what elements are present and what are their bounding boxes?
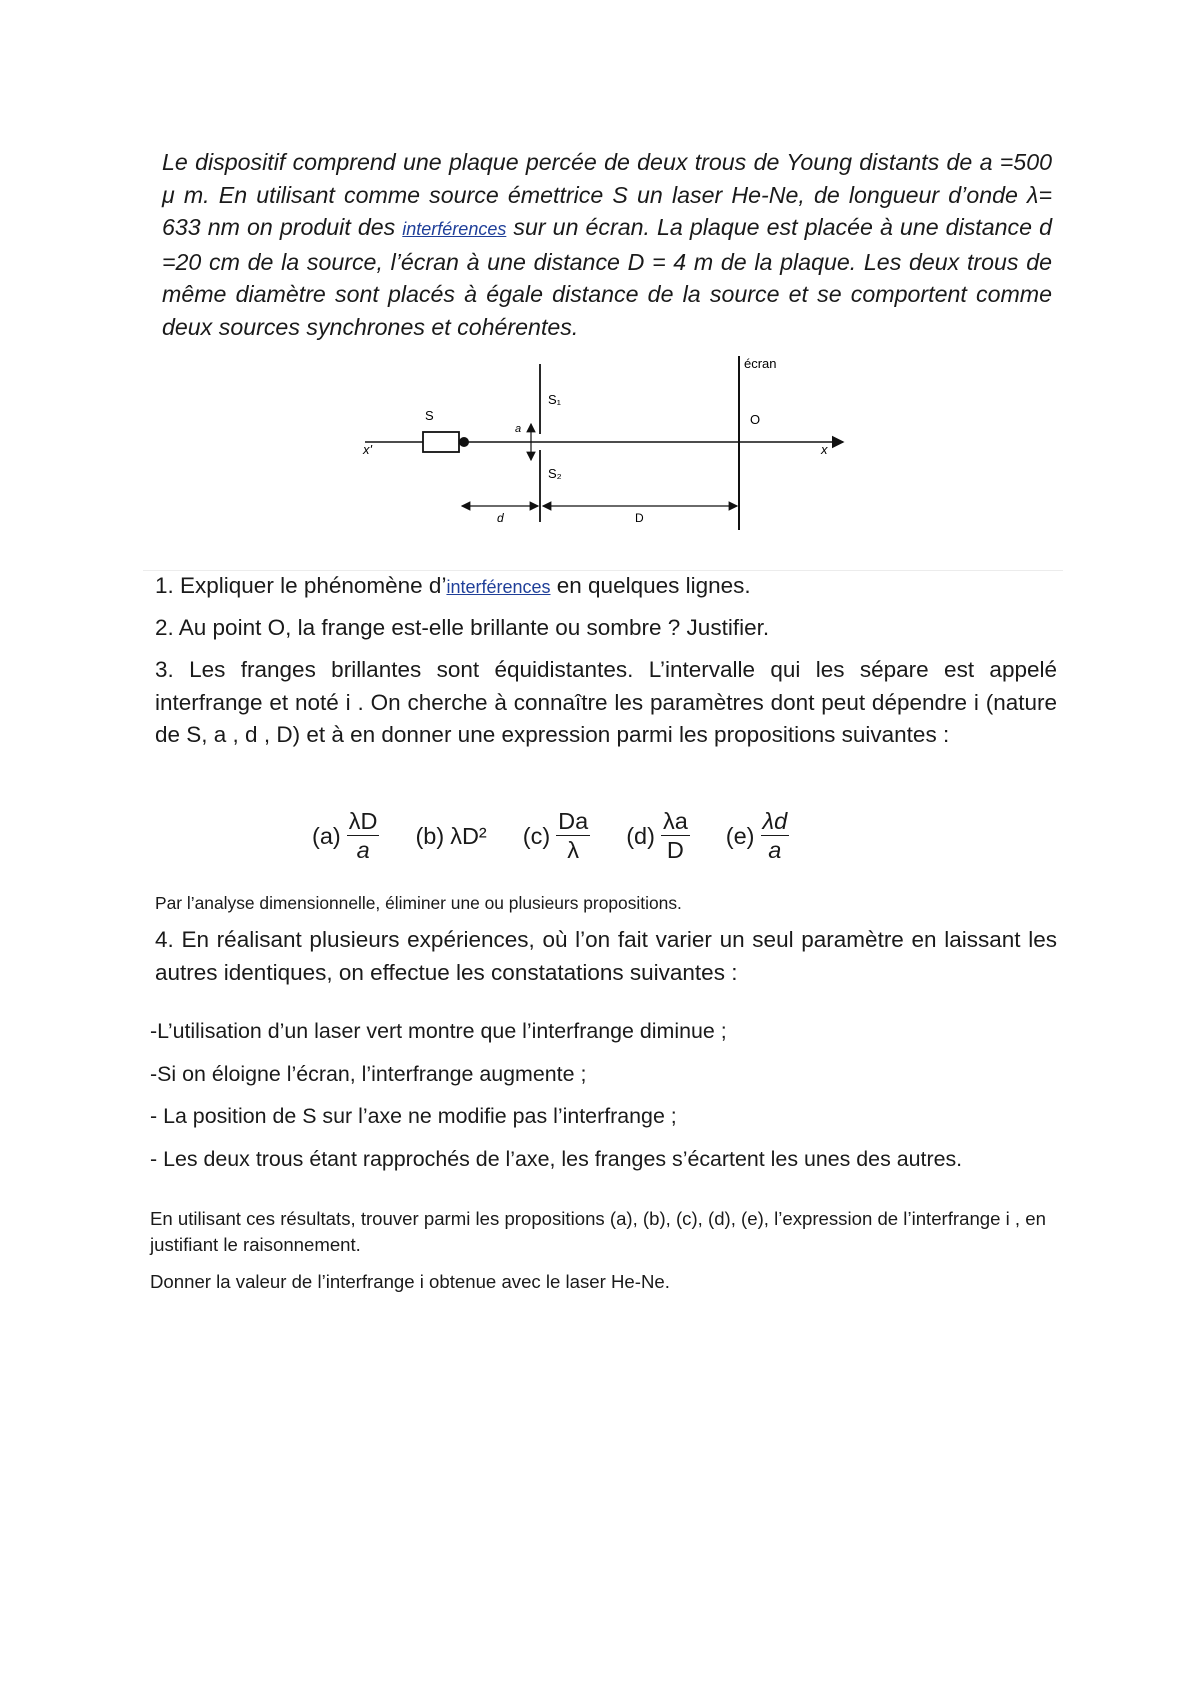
- screen-label: écran: [744, 356, 777, 371]
- intro-text-2: sur un écran. La plaque est placée à une distance d =20 cm de la source, l’écran à une distance D = 4 m de la plaque. Les deux trous de même diamètre sont placés à égale distance de la source et se comportent comme deux sources synchrones et cohérentes.: [162, 214, 1052, 340]
- proposition-c: [522, 807, 590, 863]
- proposition-b-expr: λD²: [450, 822, 487, 849]
- proposition-a-num: λD: [347, 810, 380, 837]
- proposition-c-den: λ: [567, 837, 580, 863]
- source-point: [459, 437, 469, 447]
- observation-2: -Si on éloigne l’écran, l’interfrange augmente ;: [150, 1062, 587, 1086]
- proposition-b-label: (b): [415, 822, 445, 849]
- q1-interferences-link[interactable]: interférences: [446, 577, 551, 597]
- proposition-e-label: (e): [725, 822, 755, 849]
- D-label: D: [635, 511, 644, 525]
- observation-4: - Les deux trous étant rapprochés de l’axe, les franges s’écartent les unes des autres.: [150, 1147, 963, 1171]
- o-label: O: [750, 412, 761, 427]
- proposition-a: [312, 807, 379, 863]
- d-label: d: [497, 511, 504, 525]
- observation-1: -L’utilisation d’un laser vert montre que l’interfrange diminue ;: [150, 1019, 727, 1043]
- q1-text-start: 1. Expliquer le phénomène d’: [155, 573, 447, 598]
- proposition-e: [725, 807, 789, 863]
- proposition-e-num: λd: [761, 810, 790, 837]
- propositions: [312, 806, 825, 866]
- proposition-e-fraction: [761, 807, 790, 863]
- laser-source: [423, 432, 459, 452]
- question-3: 3. Les franges brillantes sont équidistantes. L’intervalle qui les sépare est appelé interfrange et noté i . On cherche à connaître les paramètres dont peut dépendre i (nature de S, a , d , D) et à en donner une expression parmi les propositions suivantes :: [155, 657, 1057, 748]
- source-label: S: [425, 408, 434, 423]
- dimensional-analysis-instruction: Par l’analyse dimensionnelle, éliminer une ou plusieurs propositions.: [155, 893, 682, 913]
- interferences-link[interactable]: interférences: [402, 219, 507, 240]
- x-prime-label: x': [363, 442, 372, 457]
- proposition-a-label: (a): [312, 822, 341, 849]
- slit1-label: S₁: [548, 392, 562, 407]
- final-instruction: En utilisant ces résultats, trouver parmi les propositions (a), (b), (c), (d), (e), l’expression de l’interfrange i , en justifiant le raisonnement.: [150, 1208, 1046, 1255]
- intro-paragraph: [162, 146, 1052, 344]
- question-1: [155, 570, 1057, 604]
- young-slits-diagram: [355, 350, 855, 535]
- proposition-d: [626, 807, 690, 863]
- proposition-d-num: λa: [661, 810, 690, 837]
- slit2-label: S₂: [548, 466, 562, 481]
- q1-text-end: en quelques lignes.: [550, 573, 751, 598]
- final-question: Donner la valeur de l’interfrange i obtenue avec le laser He-Ne.: [150, 1271, 670, 1292]
- observation-3: - La position de S sur l’axe ne modifie pas l’interfrange ;: [150, 1104, 677, 1128]
- proposition-a-fraction: [347, 807, 380, 863]
- proposition-d-fraction: [661, 807, 690, 863]
- a-label: a: [515, 423, 522, 435]
- proposition-c-fraction: [556, 807, 590, 863]
- proposition-e-den: a: [768, 837, 782, 863]
- proposition-d-den: D: [666, 837, 684, 863]
- proposition-d-label: (d): [626, 822, 655, 849]
- question-2: 2. Au point O, la frange est-elle brillante ou sombre ? Justifier.: [155, 615, 770, 640]
- proposition-c-num: Da: [556, 810, 590, 837]
- proposition-c-label: (c): [522, 822, 551, 849]
- proposition-b: [415, 823, 486, 850]
- proposition-a-den: a: [356, 837, 370, 863]
- intro-text-1: Le dispositif comprend une plaque percée de deux trous de Young distants de a =500 μ m. En utilisant comme source émettrice S un laser He-Ne, de longueur d’onde λ= 633 nm on produit des: [162, 149, 1052, 241]
- question-4: 4. En réalisant plusieurs expériences, où l’on fait varier un seul paramètre en laissant les autres identiques, on effectue les constatations suivantes :: [155, 927, 1057, 985]
- x-label: x: [821, 442, 828, 457]
